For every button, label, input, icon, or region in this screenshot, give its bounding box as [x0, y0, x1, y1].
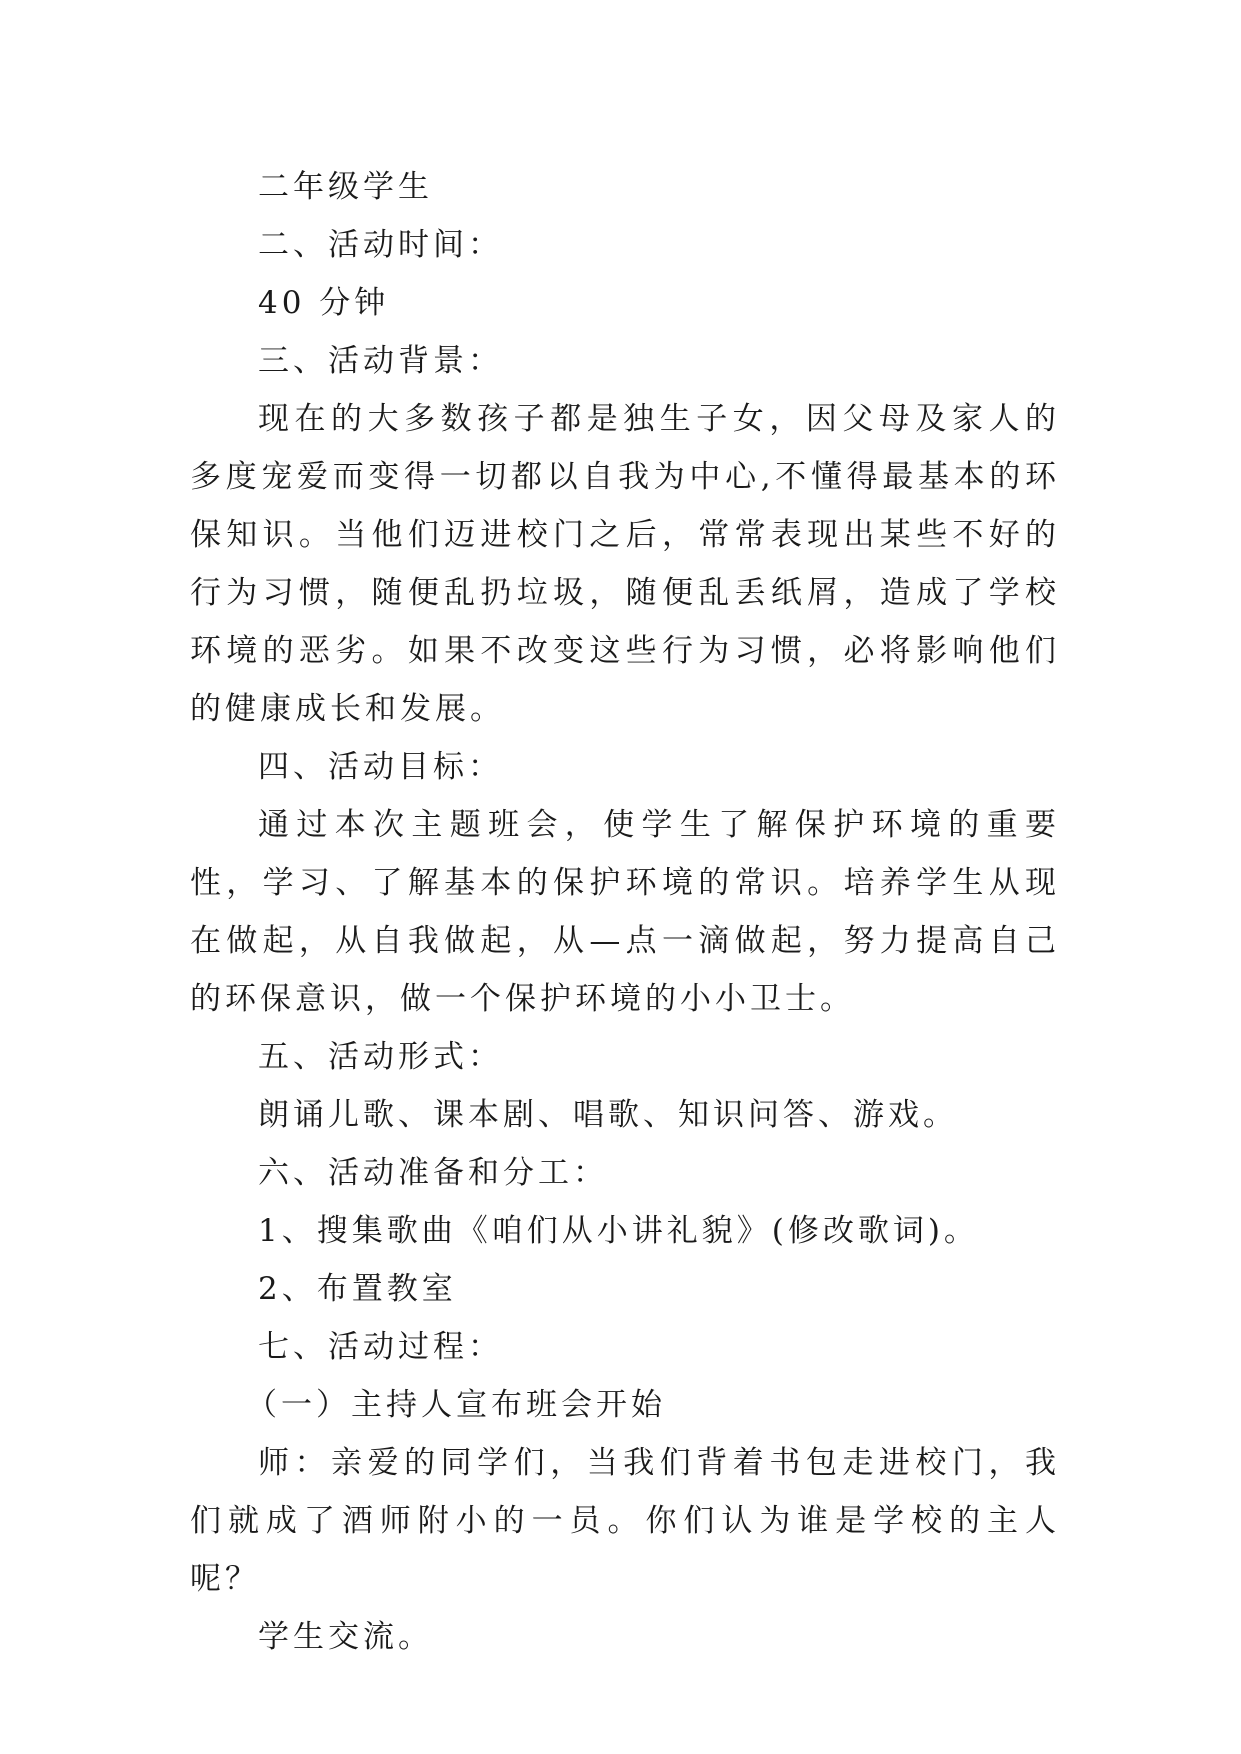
- process-step-1-heading: （一）主持人宣布班会开始: [246, 1387, 666, 1423]
- section-heading-preparation: 六、活动准备和分工：: [258, 1155, 608, 1191]
- goals-paragraph: 通过本次主题班会，使学生了解保护环境的重要性，学习、了解基本的保护环境的常识。培养学生从现在做起，从自我做起，从—点一滴做起，努力提高自己的环保意识，做一个保护环境的小小卫士。: [190, 807, 1060, 1017]
- student-discussion-text: 学生交流。: [258, 1619, 433, 1655]
- teacher-speech-paragraph: 师：亲爱的同学们，当我们背着书包走进校门，我们就成了酒师附小的一员。你们认为谁是学校的主人呢？: [190, 1445, 1060, 1597]
- section-heading-background: 三、活动背景：: [258, 343, 503, 379]
- preparation-item-2: 2、布置教室: [258, 1271, 457, 1307]
- section-heading-goals: 四、活动目标：: [258, 749, 503, 785]
- background-paragraph: 现在的大多数孩子都是独生子女，因父母及家人的多度宠爱而变得一切都以自我为中心,不懂得最基本的环保知识。当他们迈进校门之后，常常表现出某些不好的行为习惯，随便乱扔垃圾，随便乱丢纸屑，造成了学校环境的恶劣。如果不改变这些行为习惯，必将影响他们的健康成长和发展。: [190, 401, 1060, 727]
- format-paragraph: 朗诵儿歌、课本剧、唱歌、知识问答、游戏。: [258, 1097, 958, 1133]
- target-audience-text: 二年级学生: [258, 169, 433, 205]
- document-body: [190, 158, 1060, 1666]
- preparation-item-1: 1、搜集歌曲《咱们从小讲礼貌》(修改歌词)。: [258, 1213, 979, 1249]
- section-heading-activity-time: 二、活动时间：: [258, 227, 503, 263]
- section-heading-process: 七、活动过程：: [258, 1329, 503, 1365]
- activity-duration-text: 40 分钟: [258, 285, 390, 321]
- section-heading-format: 五、活动形式：: [258, 1039, 503, 1075]
